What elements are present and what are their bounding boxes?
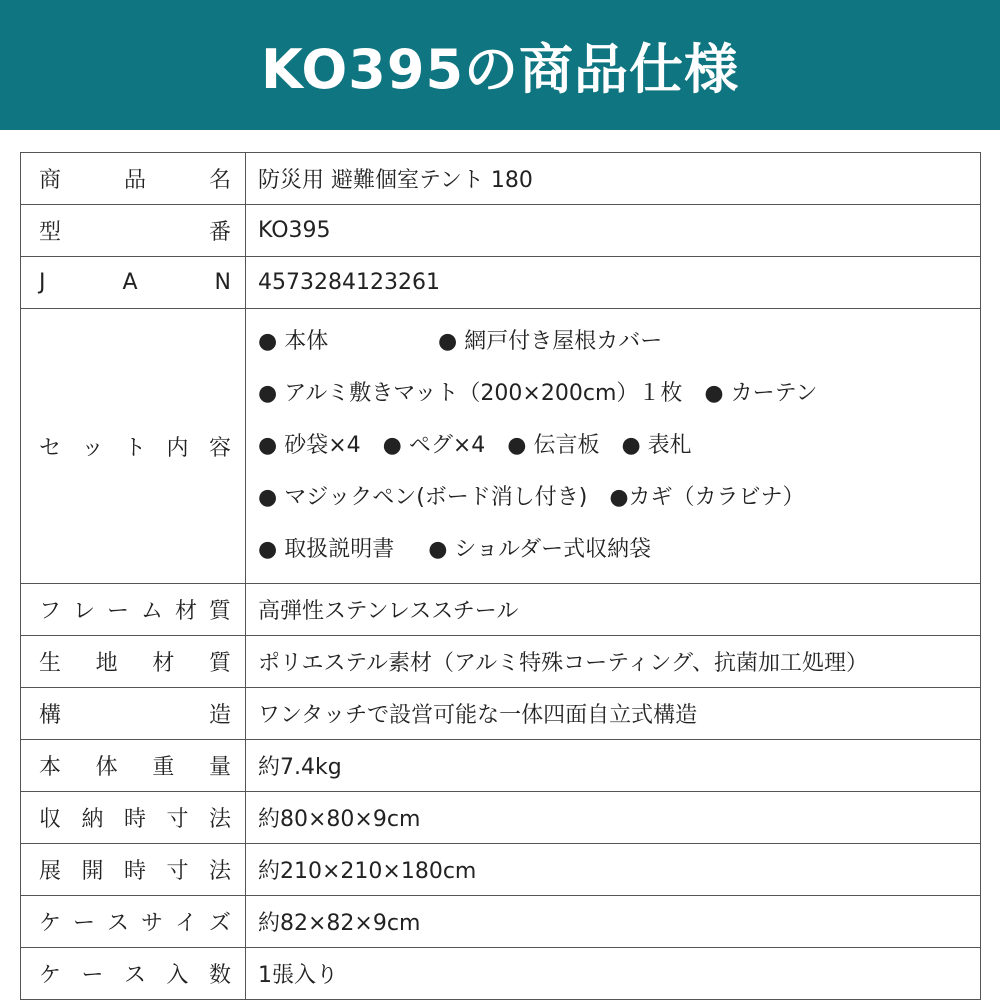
spec-label-char: 番 — [208, 220, 231, 245]
spec-row — [21, 844, 981, 896]
spec-label-char: 内 — [166, 435, 189, 461]
spec-value-text: 約7.4kg — [258, 755, 342, 780]
spec-label — [21, 205, 246, 257]
spec-label-text — [21, 750, 245, 781]
spec-label-char: 納 — [81, 807, 104, 832]
spec-label-text — [21, 802, 245, 833]
spec-label-char: フ — [39, 599, 62, 624]
spec-row — [21, 205, 981, 257]
set-contents-line — [258, 472, 980, 524]
spec-label-char: 時 — [123, 807, 146, 832]
spec-label-char: ー — [81, 963, 104, 988]
set-contents-item: ● ペグ×4 — [382, 433, 486, 458]
spec-label-text — [21, 854, 245, 885]
spec-label — [21, 792, 246, 844]
spec-value — [246, 844, 981, 896]
spec-label-char: 収 — [39, 807, 62, 832]
spec-label-char: ー — [106, 599, 129, 624]
set-contents-item: ● ショルダー式収納袋 — [428, 537, 652, 562]
spec-value-text: ポリエステル素材（アルミ特殊コーティング、抗菌加工処理） — [258, 651, 869, 676]
set-contents-list — [258, 309, 980, 583]
spec-label-char: 重 — [152, 755, 175, 780]
set-contents-item: ●カギ（カラビナ） — [609, 485, 805, 510]
set-contents-line — [258, 420, 980, 472]
spec-label-char: 寸 — [166, 859, 189, 884]
spec-label-char: ッ — [81, 435, 104, 461]
spec-value-text: 高弾性ステンレススチール — [258, 599, 519, 624]
spec-row — [21, 636, 981, 688]
spec-label-char: イ — [174, 911, 197, 936]
spec-label — [21, 584, 246, 636]
spec-label-char: 生 — [39, 651, 62, 676]
set-contents-item: ● 取扱説明書 — [258, 537, 395, 562]
spec-value — [246, 257, 981, 309]
set-contents-item: ● 表札 — [621, 433, 692, 458]
spec-label-char: ズ — [208, 911, 231, 936]
spec-value-text: KO395 — [258, 218, 331, 243]
spec-label-char: 品 — [123, 168, 146, 193]
spec-label-text — [21, 215, 245, 246]
spec-label-char: 材 — [152, 651, 175, 676]
spec-value-text: 約210×210×180cm — [258, 859, 477, 884]
spec-label-char: レ — [72, 599, 95, 624]
spec-label-char: 数 — [208, 963, 231, 988]
spec-row — [21, 309, 981, 584]
spec-label-char: 造 — [208, 703, 231, 728]
spec-label-char: ケ — [39, 911, 62, 936]
spec-table — [20, 152, 981, 1000]
spec-value — [246, 896, 981, 948]
spec-label-char: ス — [123, 963, 146, 988]
spec-label-text — [21, 270, 245, 295]
spec-value — [246, 153, 981, 205]
spec-label-char: N — [214, 270, 231, 295]
set-contents-item: ● アルミ敷きマット（200×200cm）１枚 — [258, 381, 683, 406]
spec-value-text: 4573284123261 — [258, 270, 440, 295]
spec-value — [246, 740, 981, 792]
spec-value — [246, 792, 981, 844]
spec-label-text — [21, 431, 245, 462]
spec-label-char: 本 — [39, 755, 62, 780]
spec-label-text — [21, 163, 245, 194]
set-contents-line — [258, 524, 980, 576]
spec-label-char: ム — [140, 599, 163, 624]
spec-value-text: 1張入り — [258, 963, 338, 988]
spec-row — [21, 792, 981, 844]
spec-label-char: 名 — [208, 168, 231, 193]
spec-label — [21, 948, 246, 1000]
spec-label-char: 容 — [208, 435, 231, 461]
spec-label-char: 法 — [208, 807, 231, 832]
spec-value-text: 約82×82×9cm — [258, 911, 421, 936]
spec-label-char: 型 — [39, 220, 62, 245]
spec-label-char: ー — [72, 911, 95, 936]
spec-label-text — [21, 646, 245, 677]
spec-label-char: 入 — [166, 963, 189, 988]
spec-label-char: 展 — [39, 859, 62, 884]
spec-row — [21, 896, 981, 948]
set-contents-item: ● 網戸付き屋根カバー — [438, 329, 663, 354]
spec-value-text: 約80×80×9cm — [258, 807, 421, 832]
spec-label-char: 質 — [208, 651, 231, 676]
set-contents-item: ● 伝言板 — [507, 433, 600, 458]
spec-label-char: 質 — [208, 599, 231, 624]
spec-label — [21, 257, 246, 309]
set-contents-item: ● 砂袋×4 — [258, 433, 361, 458]
spec-label — [21, 309, 246, 584]
spec-label — [21, 688, 246, 740]
spec-label-text — [21, 906, 245, 937]
spec-label-text — [21, 698, 245, 729]
spec-label-char: 構 — [39, 703, 62, 728]
spec-label-char: 商 — [39, 168, 62, 193]
spec-label-text — [21, 594, 245, 625]
spec-label-char: 量 — [208, 755, 231, 780]
spec-value — [246, 309, 981, 584]
spec-label — [21, 844, 246, 896]
spec-value — [246, 636, 981, 688]
spec-label-char: サ — [140, 911, 163, 936]
spec-row — [21, 257, 981, 309]
spec-label-char: 時 — [123, 859, 146, 884]
page-title: KO395の商品仕様 — [0, 0, 1000, 130]
spec-value — [246, 688, 981, 740]
spec-label-char: セ — [39, 435, 62, 461]
spec-label-char: ト — [123, 435, 146, 461]
spec-label-char: 材 — [174, 599, 197, 624]
spec-label-char: 寸 — [166, 807, 189, 832]
spec-label-text — [21, 958, 245, 989]
set-contents-item: ● マジックペン(ボード消し付き) — [258, 485, 588, 510]
spec-row — [21, 153, 981, 205]
spec-label — [21, 153, 246, 205]
spec-value — [246, 205, 981, 257]
set-contents-item: ● 本体 — [258, 329, 329, 354]
spec-row — [21, 740, 981, 792]
spec-label-char: A — [122, 270, 138, 295]
set-contents-item: ● カーテン — [704, 381, 818, 406]
spec-value-text: 防災用 避難個室テント 180 — [258, 168, 533, 193]
spec-label-char: 体 — [95, 755, 118, 780]
set-contents-line — [258, 316, 980, 368]
spec-label — [21, 740, 246, 792]
spec-value — [246, 584, 981, 636]
spec-value — [246, 948, 981, 1000]
spec-label — [21, 636, 246, 688]
spec-label-char: ス — [106, 911, 129, 936]
spec-label — [21, 896, 246, 948]
set-contents-line — [258, 368, 980, 420]
spec-label-char: ケ — [39, 963, 62, 988]
spec-value-text: ワンタッチで設営可能な一体四面自立式構造 — [258, 703, 698, 728]
spec-label-char: J — [39, 270, 46, 295]
spec-label-char: 地 — [95, 651, 118, 676]
spec-label-char: 開 — [81, 859, 104, 884]
spec-row — [21, 584, 981, 636]
spec-label-char: 法 — [208, 859, 231, 884]
spec-row — [21, 948, 981, 1000]
spec-row — [21, 688, 981, 740]
